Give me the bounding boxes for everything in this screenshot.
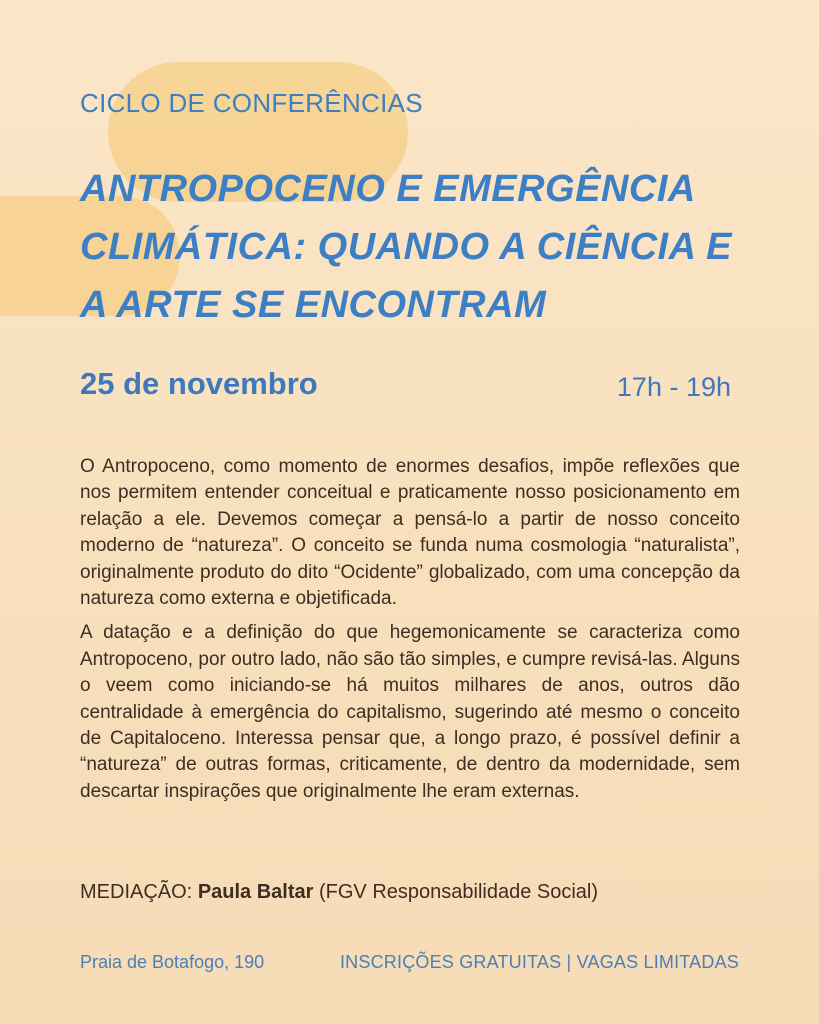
mediation-line bbox=[80, 878, 750, 906]
mediator-affiliation: (FGV Responsabilidade Social) bbox=[318, 881, 599, 903]
event-date: 25 de novembro bbox=[80, 366, 318, 401]
registration-note: INSCRIÇÕES GRATUITAS | VAGAS LIMITADAS bbox=[339, 952, 739, 972]
mediation-label: MEDIAÇÃO: bbox=[80, 881, 193, 903]
event-time: 17h - 19h bbox=[616, 372, 731, 402]
venue-address: Praia de Botafogo, 190 bbox=[80, 952, 265, 972]
series-label: CICLO DE CONFERÊNCIAS bbox=[80, 88, 423, 118]
event-title: ANTROPOCENO E EMERGÊNCIA CLIMÁTICA: QUANDO A CIÊNCIA E A ARTE SE ENCONTRAM bbox=[80, 168, 733, 326]
mediator-name: Paula Baltar bbox=[197, 881, 314, 903]
description-paragraph-1: O Antropoceno, como momento de enormes desafios, impõe reflexões que nos permitem entender conceitual e praticamente nosso posicionamento em relação a ele. Devemos começar a pensá-lo a partir de nosso conceito moderno de “natureza”. O conceito se funda numa cosmologia “naturalista”, originalmente produto do dito “Ocidente” globalizado, com uma concepção da natureza como externa e objetificada. bbox=[80, 456, 740, 610]
description-paragraph-2: A datação e a definição do que hegemonicamente se caracteriza como Antropoceno, por outro lado, não são tão simples, e cumpre revisá-las. Alguns o veem como iniciando-se há muitos milhares de anos, outros dão centralidade à emergência do capitalismo, sugerindo até mesmo o conceito de Capitaloceno. Interessa pensar que, a longo prazo, é possível definir a “natureza” de outras formas, criticamente, de dentro da modernidade, sem descartar inspirações que originalmente lhe eram externas. bbox=[80, 622, 740, 802]
description bbox=[80, 454, 740, 805]
